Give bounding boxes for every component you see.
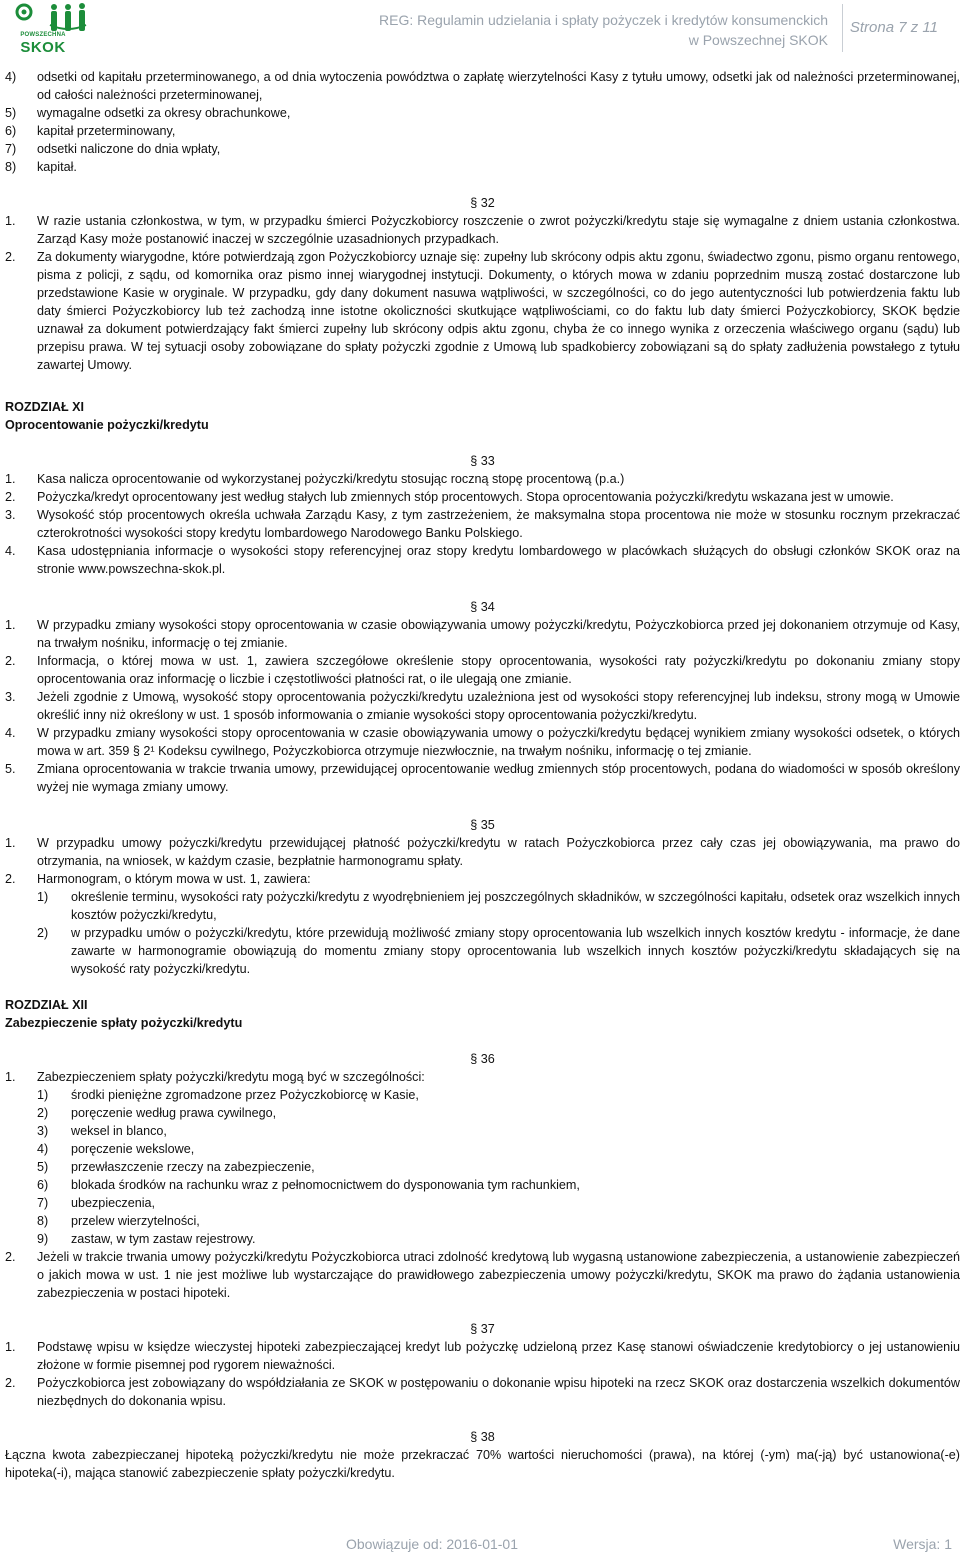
section-37-heading: § 37 — [470, 1322, 495, 1336]
sub-list-item: 8) przelew wierzytelności, — [37, 1214, 200, 1228]
page-number: Strona 7 z 11 — [849, 19, 938, 36]
list-item: 1. W razie ustania członkostwa, w tym, w przypadku śmierci Pożyczkobiorcy roszczenie o zwrot pożyczki/kredytu staje się wymagalne z dniem ustania członkostwa. Zarząd Kasy może postanowić inaczej w szczególnie uzasadnionych przypadkach. — [5, 214, 960, 246]
list-item: 1. Kasa nalicza oprocentowanie od wykorzystanej pożyczki/kredytu stosując roczną stopę procentową (p.a.) — [5, 472, 625, 486]
section-38-text: Łączna kwota zabezpieczanej hipoteką pożyczki/kredytu nie może przekraczać 70% wartości nieruchomości (prawa), na której (-ym) ma(-ją) być ustanowiona(-e) hipoteka(-i), mająca stanowić zabezpieczenie spłaty pożyczki/kredytu. — [5, 1448, 960, 1480]
list-item: 1. W przypadku umowy pożyczki/kredytu przewidującej płatność pożyczki/kredytu w ratach Pożyczkobiorca przez cały czas jej obowiązywania, ma prawo do otrzymania, na wniosek, w każdym czasie, bezpłatnie harmonogramu spłaty. — [5, 836, 960, 868]
sub-list-item: 1) określenie terminu, wysokości raty pożyczki/kredytu z wyodrębnieniem jej poszczególnych składników, w szczególności kapitału, odsetek oraz wszelkich innych kosztów pożyczki/kredytu, — [37, 890, 960, 922]
document-body — [5, 68, 960, 1482]
chapter-11-label: ROZDZIAŁ XI — [5, 400, 85, 414]
list-item: 7) odsetki naliczone do dnia wpłaty, — [5, 142, 221, 156]
sub-list-item: 3) weksel in blanco, — [37, 1124, 167, 1138]
section-32-heading: § 32 — [470, 196, 495, 210]
powszechna-skok-logo — [6, 3, 92, 57]
list-item: 1. Zabezpieczeniem spłaty pożyczki/kredytu mogą być w szczególności: — [5, 1070, 425, 1084]
sub-list-item: 2) poręczenie według prawa cywilnego, — [37, 1106, 277, 1120]
list-item: 1. Podstawę wpisu w księdze wieczystej hipoteki zabezpieczającej kredyt lub pożyczkę udzieloną przez Kasę stanowi oświadczenie kredytobiorcy o jej ustanowieniu złożone w formie pisemnej pod rygorem nieważności. — [5, 1340, 960, 1372]
section-33-heading: § 33 — [470, 454, 495, 468]
section-34-heading: § 34 — [470, 600, 495, 614]
list-item: 8) kapitał. — [5, 160, 77, 174]
section-38-heading: § 38 — [470, 1430, 495, 1444]
list-item: 2. Informacja, o której mowa w ust. 1, zawiera szczegółowe określenie stopy oprocentowania, wysokości raty pożyczki/kredytu po dokonaniu zmiany stopy oprocentowania oraz informację o liczbie i częstotliwości płatności rat, o ile ulegają one zmianie. — [5, 654, 960, 686]
list-item: 4. Kasa udostępniania informacje o wysokości stopy referencyjnej oraz stopy kredytu lombardowego w placówkach służących do obsługi członków SKOK oraz na stronie www.powszechna-skok.pl. — [5, 544, 960, 576]
list-item: 2. Harmonogram, o którym mowa w ust. 1, zawiera: — [5, 872, 311, 886]
sub-list-item: 4) poręczenie wekslowe, — [37, 1142, 195, 1156]
chapter-11-title: Oprocentowanie pożyczki/kredytu — [5, 418, 209, 432]
logo-text: SKOK — [20, 39, 66, 56]
version: Wersja: 1 — [893, 1536, 952, 1552]
effective-date: Obowiązuje od: 2016-01-01 — [346, 1536, 519, 1552]
list-item: 2. Pożyczkobiorca jest zobowiązany do współdziałania ze SKOK w postępowaniu o dokonanie wpisu hipoteki na rzecz SKOK oraz dostarczenia wszelkich dokumentów niezbędnych do dokonania wpisu. — [5, 1376, 960, 1408]
list-item: 2. Za dokumenty wiarygodne, które potwierdzają zgon Pożyczkobiorcy uznaje się: zupełny lub skrócony odpis aktu zgonu, świadectwo zgonu, pismo organu rentowego, pisma z policji, z sądu, od komornika oraz pismo innej wiarygodnej instytucji. Dokumenty, o których mowa w zdaniu poprzednim muszą zostać dostarczone lub przedstawione Kasie w oryginale. W przypadku, gdy dany dokument nasuwa wątpliwości, w szczególności, co do jego autentyczności lub potwierdzenia faktu lub daty śmierci Pożyczkobiorcy lub też zachodzą inne istotne okoliczności skutkujące wątpliwościami, co do faktu lub daty śmierci Pożyczkobiorcy, SKOK będzie uznawał za dokument potwierdzający fakt śmierci zupełny lub skrócony odpis aktu zgonu, chyba że co innego wynika z orzeczenia właściwego organu (sądu) lub przepisu prawa. W tej sytuacji osoby zobowiązane do spłaty pożyczki zgodnie z Umową lub spadkobiercy zobowiązani są do spłaty zadłużenia powstałego z tytułu zawartej Umowy. — [5, 250, 960, 372]
chapter-12-title: Zabezpieczenie spłaty pożyczki/kredytu — [5, 1016, 243, 1030]
list-item: 3. Jeżeli zgodnie z Umową, wysokość stopy oprocentowania pożyczki/kredytu uzależniona jest od wysokości stopy referencyjnej lub indeksu, strony mogą w Umowie określić inny niż określony w ust. 1 sposób informowania o zmianie wysokości stopy oprocentowania pożyczki/kredytu. — [5, 690, 960, 722]
document-title — [379, 10, 828, 50]
section-36-heading: § 36 — [470, 1052, 495, 1066]
list-item: 1. W przypadku zmiany wysokości stopy oprocentowania w czasie obowiązywania umowy pożyczki/kredytu, Pożyczkobiorca przed jej dokonaniem otrzymuje od Kasy, na trwałym nośniku, informację o tej zmianie. — [5, 618, 960, 650]
list-item: 5) wymagalne odsetki za okresy obrachunkowe, — [5, 106, 291, 120]
list-item: 4) odsetki od kapitału przeterminowanego, a od dnia wytoczenia powództwa o zapłatę wierzytelności Kasy z tytułu umowy, odsetki jak od należności przeterminowanej, od całości należności przeterminowanej, — [5, 70, 960, 102]
page-footer — [0, 1536, 960, 1554]
document-title-line1: REG: Regulamin udzielania i spłaty pożyczek i kredytów konsumenckich — [379, 12, 828, 28]
document-title-line2: w Powszechnej SKOK — [688, 32, 828, 48]
logo-people-icon — [6, 3, 92, 33]
list-item: 2. Pożyczka/kredyt oprocentowany jest według stałych lub zmiennych stóp procentowych. Stopa oprocentowania pożyczki/kredytu wskazana jest w umowie. — [5, 490, 894, 504]
sub-list-item: 5) przewłaszczenie rzeczy na zabezpieczenie, — [37, 1160, 315, 1174]
logo-text-small: POWSZECHNA — [20, 32, 66, 38]
sub-list-item: 7) ubezpieczenia, — [37, 1196, 156, 1210]
sub-list-item: 9) zastaw, w tym zastaw rejestrowy. — [37, 1232, 256, 1246]
list-item: 2. Jeżeli w trakcie trwania umowy pożyczki/kredytu Pożyczkobiorca utraci zdolność kredytową lub wygasną ustanowione zabezpieczenia, a ustanowienie zabezpieczeń o jakich mowa w ust. 1 nie jest możliwe lub wystarczające do prawidłowego zabezpieczenia umowy pożyczki/kredytu, SKOK ma prawo do żądania ustanowienia zabezpieczenia w postaci hipoteki. — [5, 1250, 960, 1300]
list-item: 3. Wysokość stóp procentowych określa uchwała Zarządu Kasy, z tym zastrzeżeniem, że maksymalna stopa procentowa nie może w stosunku rocznym przekraczać czterokrotności wysokości stopy kredytu lombardowego Narodowego Banku Polskiego. — [5, 508, 960, 540]
sub-list-item: 1) środki pieniężne zgromadzone przez Pożyczkobiorcę w Kasie, — [37, 1088, 419, 1102]
page-header — [0, 0, 960, 60]
header-divider — [842, 4, 843, 52]
list-item: 4. W przypadku zmiany wysokości stopy oprocentowania w czasie obowiązywania umowy o pożyczki/kredytu będącej wynikiem zmiany wysokości odsetek, o których mowa w art. 359 § 2¹ Kodeksu cywilnego, Pożyczkobiorca otrzymuje niezwłocznie, na trwałym nośniku, informację o tej zmianie. — [5, 726, 960, 758]
list-item: 5. Zmiana oprocentowania w trakcie trwania umowy, przewidującej oprocentowanie według zmiennych stóp procentowych, podana do wiadomości w sposób określony wyżej nie wymaga zmiany umowy. — [5, 762, 960, 794]
sub-list-item: 6) blokada środków na rachunku wraz z pełnomocnictwem do dysponowania tym rachunkiem, — [37, 1178, 580, 1192]
intro-list — [5, 68, 960, 176]
sub-list-item: 2) w przypadku umów o pożyczki/kredytu, które przewidują możliwość zmiany stopy oprocentowania lub wszelkich innych kosztów kredytu - informacje, że dane zawarte w harmonogramie obowiązują do momentu zmiany stopy oprocentowania lub wszelkich innych kosztów pożyczki/kredytu składających się na wysokość raty pożyczki/kredytu. — [37, 926, 960, 976]
list-item: 6) kapitał przeterminowany, — [5, 124, 176, 138]
section-35-heading: § 35 — [470, 818, 495, 832]
chapter-12-label: ROZDZIAŁ XII — [5, 998, 88, 1012]
